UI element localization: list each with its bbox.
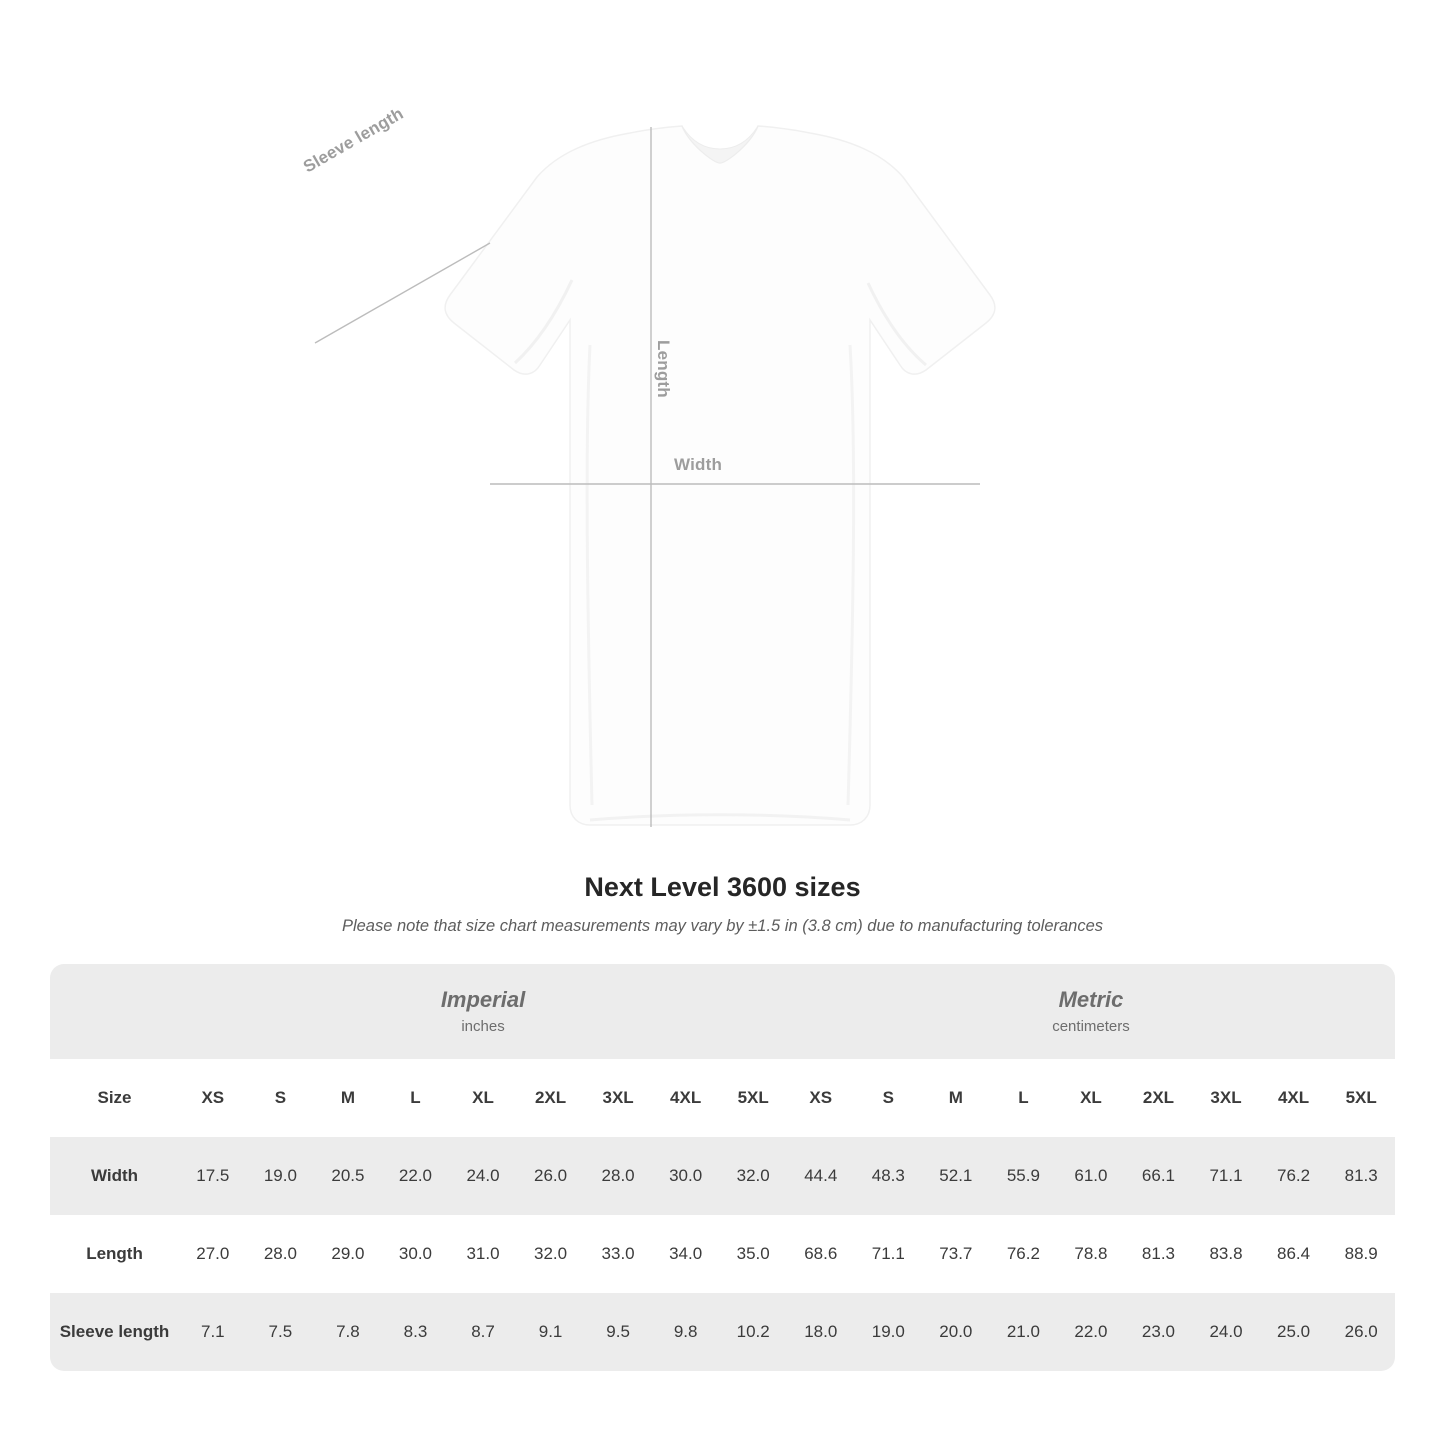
cell-width-imperial-m: 20.5 xyxy=(314,1137,382,1215)
cell-length-imperial-s: 28.0 xyxy=(247,1215,315,1293)
cell-sleeve-imperial-m: 7.8 xyxy=(314,1293,382,1371)
size-header-metric-3xl: 3XL xyxy=(1192,1059,1260,1137)
cell-width-imperial-4xl: 30.0 xyxy=(652,1137,720,1215)
cell-sleeve-metric-4xl: 25.0 xyxy=(1260,1293,1328,1371)
cell-sleeve-imperial-4xl: 9.8 xyxy=(652,1293,720,1371)
row-label-length: Length xyxy=(50,1215,179,1293)
size-header-imperial-3xl: 3XL xyxy=(584,1059,652,1137)
cell-sleeve-metric-xl: 22.0 xyxy=(1057,1293,1125,1371)
cell-length-metric-m: 73.7 xyxy=(922,1215,990,1293)
cell-width-imperial-2xl: 26.0 xyxy=(517,1137,585,1215)
tshirt-shape xyxy=(445,126,995,825)
row-label-width: Width xyxy=(50,1137,179,1215)
size-header-row xyxy=(50,1059,1395,1137)
size-header-metric-xl: XL xyxy=(1057,1059,1125,1137)
cell-width-metric-xs: 44.4 xyxy=(787,1137,855,1215)
cell-sleeve-imperial-xl: 8.7 xyxy=(449,1293,517,1371)
size-table xyxy=(50,964,1395,1371)
cell-length-imperial-xs: 27.0 xyxy=(179,1215,247,1293)
cell-length-metric-5xl: 88.9 xyxy=(1327,1215,1395,1293)
size-header-metric-xs: XS xyxy=(787,1059,855,1137)
length-label: Length xyxy=(654,340,673,398)
size-header-imperial-xs: XS xyxy=(179,1059,247,1137)
table-row-width xyxy=(50,1137,1395,1215)
cell-sleeve-metric-s: 19.0 xyxy=(855,1293,923,1371)
size-header-imperial-m: M xyxy=(314,1059,382,1137)
cell-sleeve-metric-3xl: 24.0 xyxy=(1192,1293,1260,1371)
sleeve-length-label: Sleeve length xyxy=(300,103,407,177)
cell-sleeve-imperial-xs: 7.1 xyxy=(179,1293,247,1371)
unit-spacer-cell xyxy=(50,964,179,1059)
cell-sleeve-imperial-5xl: 10.2 xyxy=(719,1293,787,1371)
cell-sleeve-metric-m: 20.0 xyxy=(922,1293,990,1371)
metric-subtitle: centimeters xyxy=(1052,1017,1130,1035)
size-header-metric-s: S xyxy=(855,1059,923,1137)
size-header-metric-5xl: 5XL xyxy=(1327,1059,1395,1137)
cell-width-metric-5xl: 81.3 xyxy=(1327,1137,1395,1215)
size-table-container xyxy=(50,964,1395,1371)
cell-width-metric-3xl: 71.1 xyxy=(1192,1137,1260,1215)
cell-width-metric-s: 48.3 xyxy=(855,1137,923,1215)
title-block xyxy=(0,872,1445,936)
imperial-unit-cell xyxy=(179,964,787,1059)
cell-width-imperial-xl: 24.0 xyxy=(449,1137,517,1215)
cell-sleeve-imperial-3xl: 9.5 xyxy=(584,1293,652,1371)
imperial-subtitle: inches xyxy=(461,1017,505,1035)
cell-length-imperial-m: 29.0 xyxy=(314,1215,382,1293)
cell-width-metric-l: 55.9 xyxy=(990,1137,1058,1215)
size-header-imperial-2xl: 2XL xyxy=(517,1059,585,1137)
table-row-length xyxy=(50,1215,1395,1293)
cell-width-metric-4xl: 76.2 xyxy=(1260,1137,1328,1215)
cell-sleeve-metric-5xl: 26.0 xyxy=(1327,1293,1395,1371)
cell-width-imperial-5xl: 32.0 xyxy=(719,1137,787,1215)
cell-length-metric-xl: 78.8 xyxy=(1057,1215,1125,1293)
cell-length-imperial-xl: 31.0 xyxy=(449,1215,517,1293)
page-title: Next Level 3600 sizes xyxy=(584,872,861,902)
cell-width-imperial-l: 22.0 xyxy=(382,1137,450,1215)
size-header-imperial-xl: XL xyxy=(449,1059,517,1137)
imperial-title: Imperial xyxy=(440,987,526,1012)
cell-length-imperial-2xl: 32.0 xyxy=(517,1215,585,1293)
cell-length-imperial-3xl: 33.0 xyxy=(584,1215,652,1293)
metric-title: Metric xyxy=(1058,987,1124,1012)
cell-sleeve-metric-xs: 18.0 xyxy=(787,1293,855,1371)
cell-width-metric-xl: 61.0 xyxy=(1057,1137,1125,1215)
cell-sleeve-imperial-s: 7.5 xyxy=(247,1293,315,1371)
cell-width-imperial-xs: 17.5 xyxy=(179,1137,247,1215)
cell-sleeve-imperial-l: 8.3 xyxy=(382,1293,450,1371)
size-header-imperial-5xl: 5XL xyxy=(719,1059,787,1137)
cell-length-metric-xs: 68.6 xyxy=(787,1215,855,1293)
cell-width-imperial-s: 19.0 xyxy=(247,1137,315,1215)
size-header-label: Size xyxy=(50,1059,179,1137)
size-header-metric-2xl: 2XL xyxy=(1125,1059,1193,1137)
cell-sleeve-metric-2xl: 23.0 xyxy=(1125,1293,1193,1371)
cell-width-metric-m: 52.1 xyxy=(922,1137,990,1215)
cell-length-metric-2xl: 81.3 xyxy=(1125,1215,1193,1293)
cell-length-imperial-4xl: 34.0 xyxy=(652,1215,720,1293)
cell-length-metric-3xl: 83.8 xyxy=(1192,1215,1260,1293)
cell-length-imperial-5xl: 35.0 xyxy=(719,1215,787,1293)
cell-length-metric-l: 76.2 xyxy=(990,1215,1058,1293)
tshirt-svg xyxy=(290,115,1150,855)
cell-width-metric-2xl: 66.1 xyxy=(1125,1137,1193,1215)
size-header-metric-l: L xyxy=(990,1059,1058,1137)
size-header-imperial-s: S xyxy=(247,1059,315,1137)
size-header-metric-4xl: 4XL xyxy=(1260,1059,1328,1137)
size-header-metric-m: M xyxy=(922,1059,990,1137)
size-header-imperial-l: L xyxy=(382,1059,450,1137)
unit-header-row xyxy=(50,964,1395,1059)
cell-sleeve-metric-l: 21.0 xyxy=(990,1293,1058,1371)
row-label-sleeve-length: Sleeve length xyxy=(50,1293,179,1371)
tolerance-note: Please note that size chart measurements may vary by ±1.5 in (3.8 cm) due to manufacturing tolerances xyxy=(341,917,1104,935)
cell-width-imperial-3xl: 28.0 xyxy=(584,1137,652,1215)
metric-unit-cell xyxy=(787,964,1395,1059)
width-label: Width xyxy=(674,455,723,474)
size-header-imperial-4xl: 4XL xyxy=(652,1059,720,1137)
cell-length-imperial-l: 30.0 xyxy=(382,1215,450,1293)
cell-sleeve-imperial-2xl: 9.1 xyxy=(517,1293,585,1371)
cell-length-metric-4xl: 86.4 xyxy=(1260,1215,1328,1293)
table-row-sleeve-length xyxy=(50,1293,1395,1371)
cell-length-metric-s: 71.1 xyxy=(855,1215,923,1293)
